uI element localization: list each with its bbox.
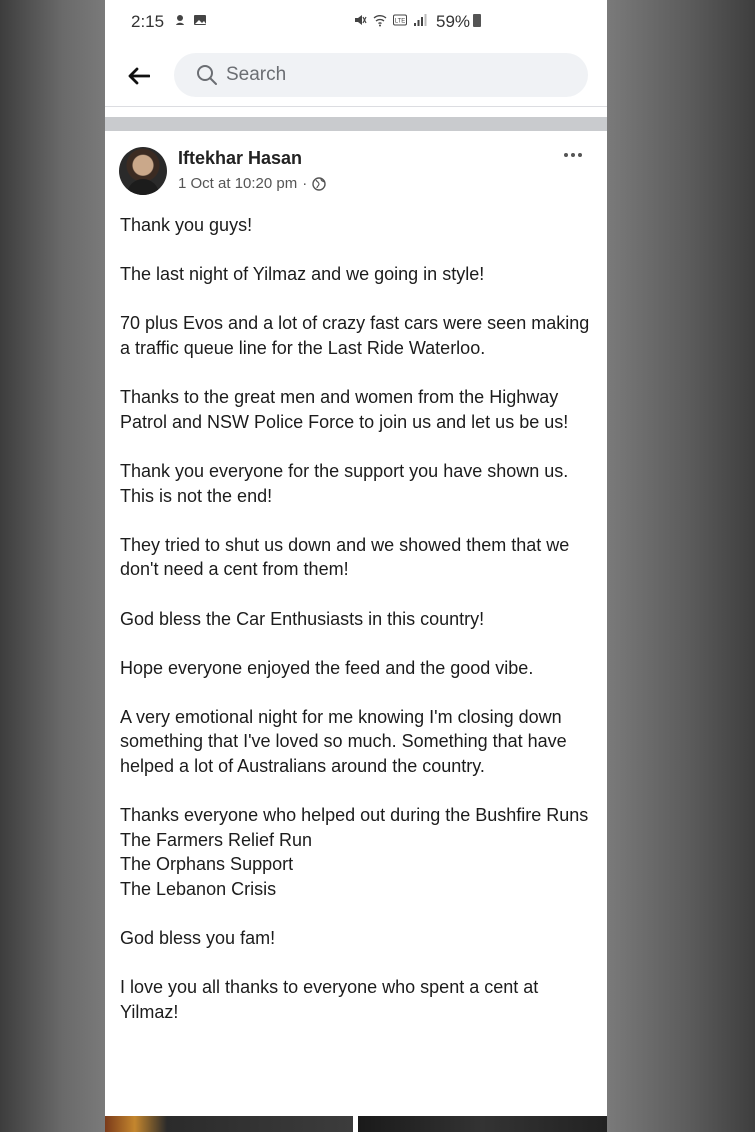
mute-icon: [353, 13, 367, 27]
post-text-line: Thank you guys!: [120, 215, 253, 235]
post-paragraph: [120, 803, 590, 901]
post-card: [105, 131, 607, 1132]
post-paragraph: [120, 213, 590, 238]
post-paragraph: [120, 262, 590, 287]
globe-icon: [312, 177, 326, 191]
post-text-line: They tried to shut us down and we showed them that we don't need a cent from them!: [120, 534, 570, 580]
post-text-line: 70 plus Evos and a lot of crazy fast cars were seen making a traffic queue line for the Last Ride Waterloo.: [120, 313, 590, 358]
post-text-line: The last night of Yilmaz and we going in style!: [120, 264, 485, 285]
notification-icon: [173, 13, 187, 27]
post-text-line: The Orphans Support: [120, 854, 294, 875]
post-text-line: Thanks everyone who helped out during the Bushfire Runs: [120, 805, 589, 826]
avatar[interactable]: [119, 147, 167, 195]
search-bar[interactable]: [174, 53, 588, 97]
wifi-icon: [373, 13, 387, 27]
post-text-line: Thank you everyone for the support you have shown us. This is not the end!: [120, 460, 569, 506]
feed-divider: [105, 117, 607, 131]
post-text-line: I love you all thanks to everyone who spent a cent at Yilmaz!: [120, 977, 539, 1022]
post-author[interactable]: Iftekhar Hasan: [178, 148, 303, 168]
post-text-line: The Farmers Relief Run: [120, 829, 313, 850]
status-right-icons: [353, 13, 427, 27]
phone-screen: [105, 0, 607, 1132]
background-left: [0, 0, 105, 1132]
status-time: 2:15: [131, 12, 165, 31]
status-bar: [105, 0, 607, 46]
back-button[interactable]: [125, 62, 153, 90]
post-paragraph: [120, 533, 590, 582]
post-text-line: Hope everyone enjoyed the feed and the good vibe.: [120, 657, 534, 678]
post-photo[interactable]: [105, 1116, 353, 1132]
more-options-button[interactable]: [559, 145, 587, 165]
post-text-line: God bless the Car Enthusiasts in this country!: [120, 608, 485, 629]
post-paragraph: [120, 705, 590, 779]
gallery-icon: [193, 13, 207, 27]
status-left-icons: [173, 13, 207, 27]
back-arrow-icon: [128, 67, 150, 85]
post-paragraph: [120, 975, 590, 1024]
post-paragraph: [120, 607, 590, 632]
meta-separator: ·: [302, 175, 308, 192]
battery-percent: 59%: [436, 12, 471, 31]
post-photos: [105, 1116, 607, 1132]
post-body: [120, 213, 590, 1049]
volte-icon: [393, 13, 407, 27]
post-paragraph: [120, 311, 590, 360]
battery-icon: [473, 14, 481, 27]
post-photo[interactable]: [358, 1116, 607, 1132]
post-paragraph: [120, 926, 590, 951]
search-input[interactable]: [226, 53, 566, 97]
post-meta: [178, 175, 326, 192]
more-dot-icon: [564, 153, 568, 157]
post-text-line: A very emotional night for me knowing I'm closing down something that I've loved so much. Something that have helped a lot of Australians around the country.: [120, 706, 567, 777]
avatar-shirt: [127, 179, 159, 195]
signal-icon: [413, 13, 427, 27]
post-paragraph: [120, 656, 590, 681]
search-icon: [196, 64, 218, 86]
more-dot-icon: [578, 153, 582, 157]
background-right: [607, 0, 755, 1132]
post-text-line: God bless you fam!: [120, 928, 276, 949]
post-text-line: Thanks to the great men and women from the Highway Patrol and NSW Police Force to join us and let us be us!: [120, 387, 569, 432]
post-text-line: The Lebanon Crisis: [120, 879, 277, 900]
search-header: [105, 46, 607, 107]
more-dot-icon: [571, 153, 575, 157]
post-paragraph: [120, 385, 590, 434]
svg-text:LTE: LTE: [394, 18, 406, 25]
post-paragraph: [120, 459, 590, 508]
post-timestamp[interactable]: 1 Oct at 10:20 pm: [178, 175, 298, 192]
